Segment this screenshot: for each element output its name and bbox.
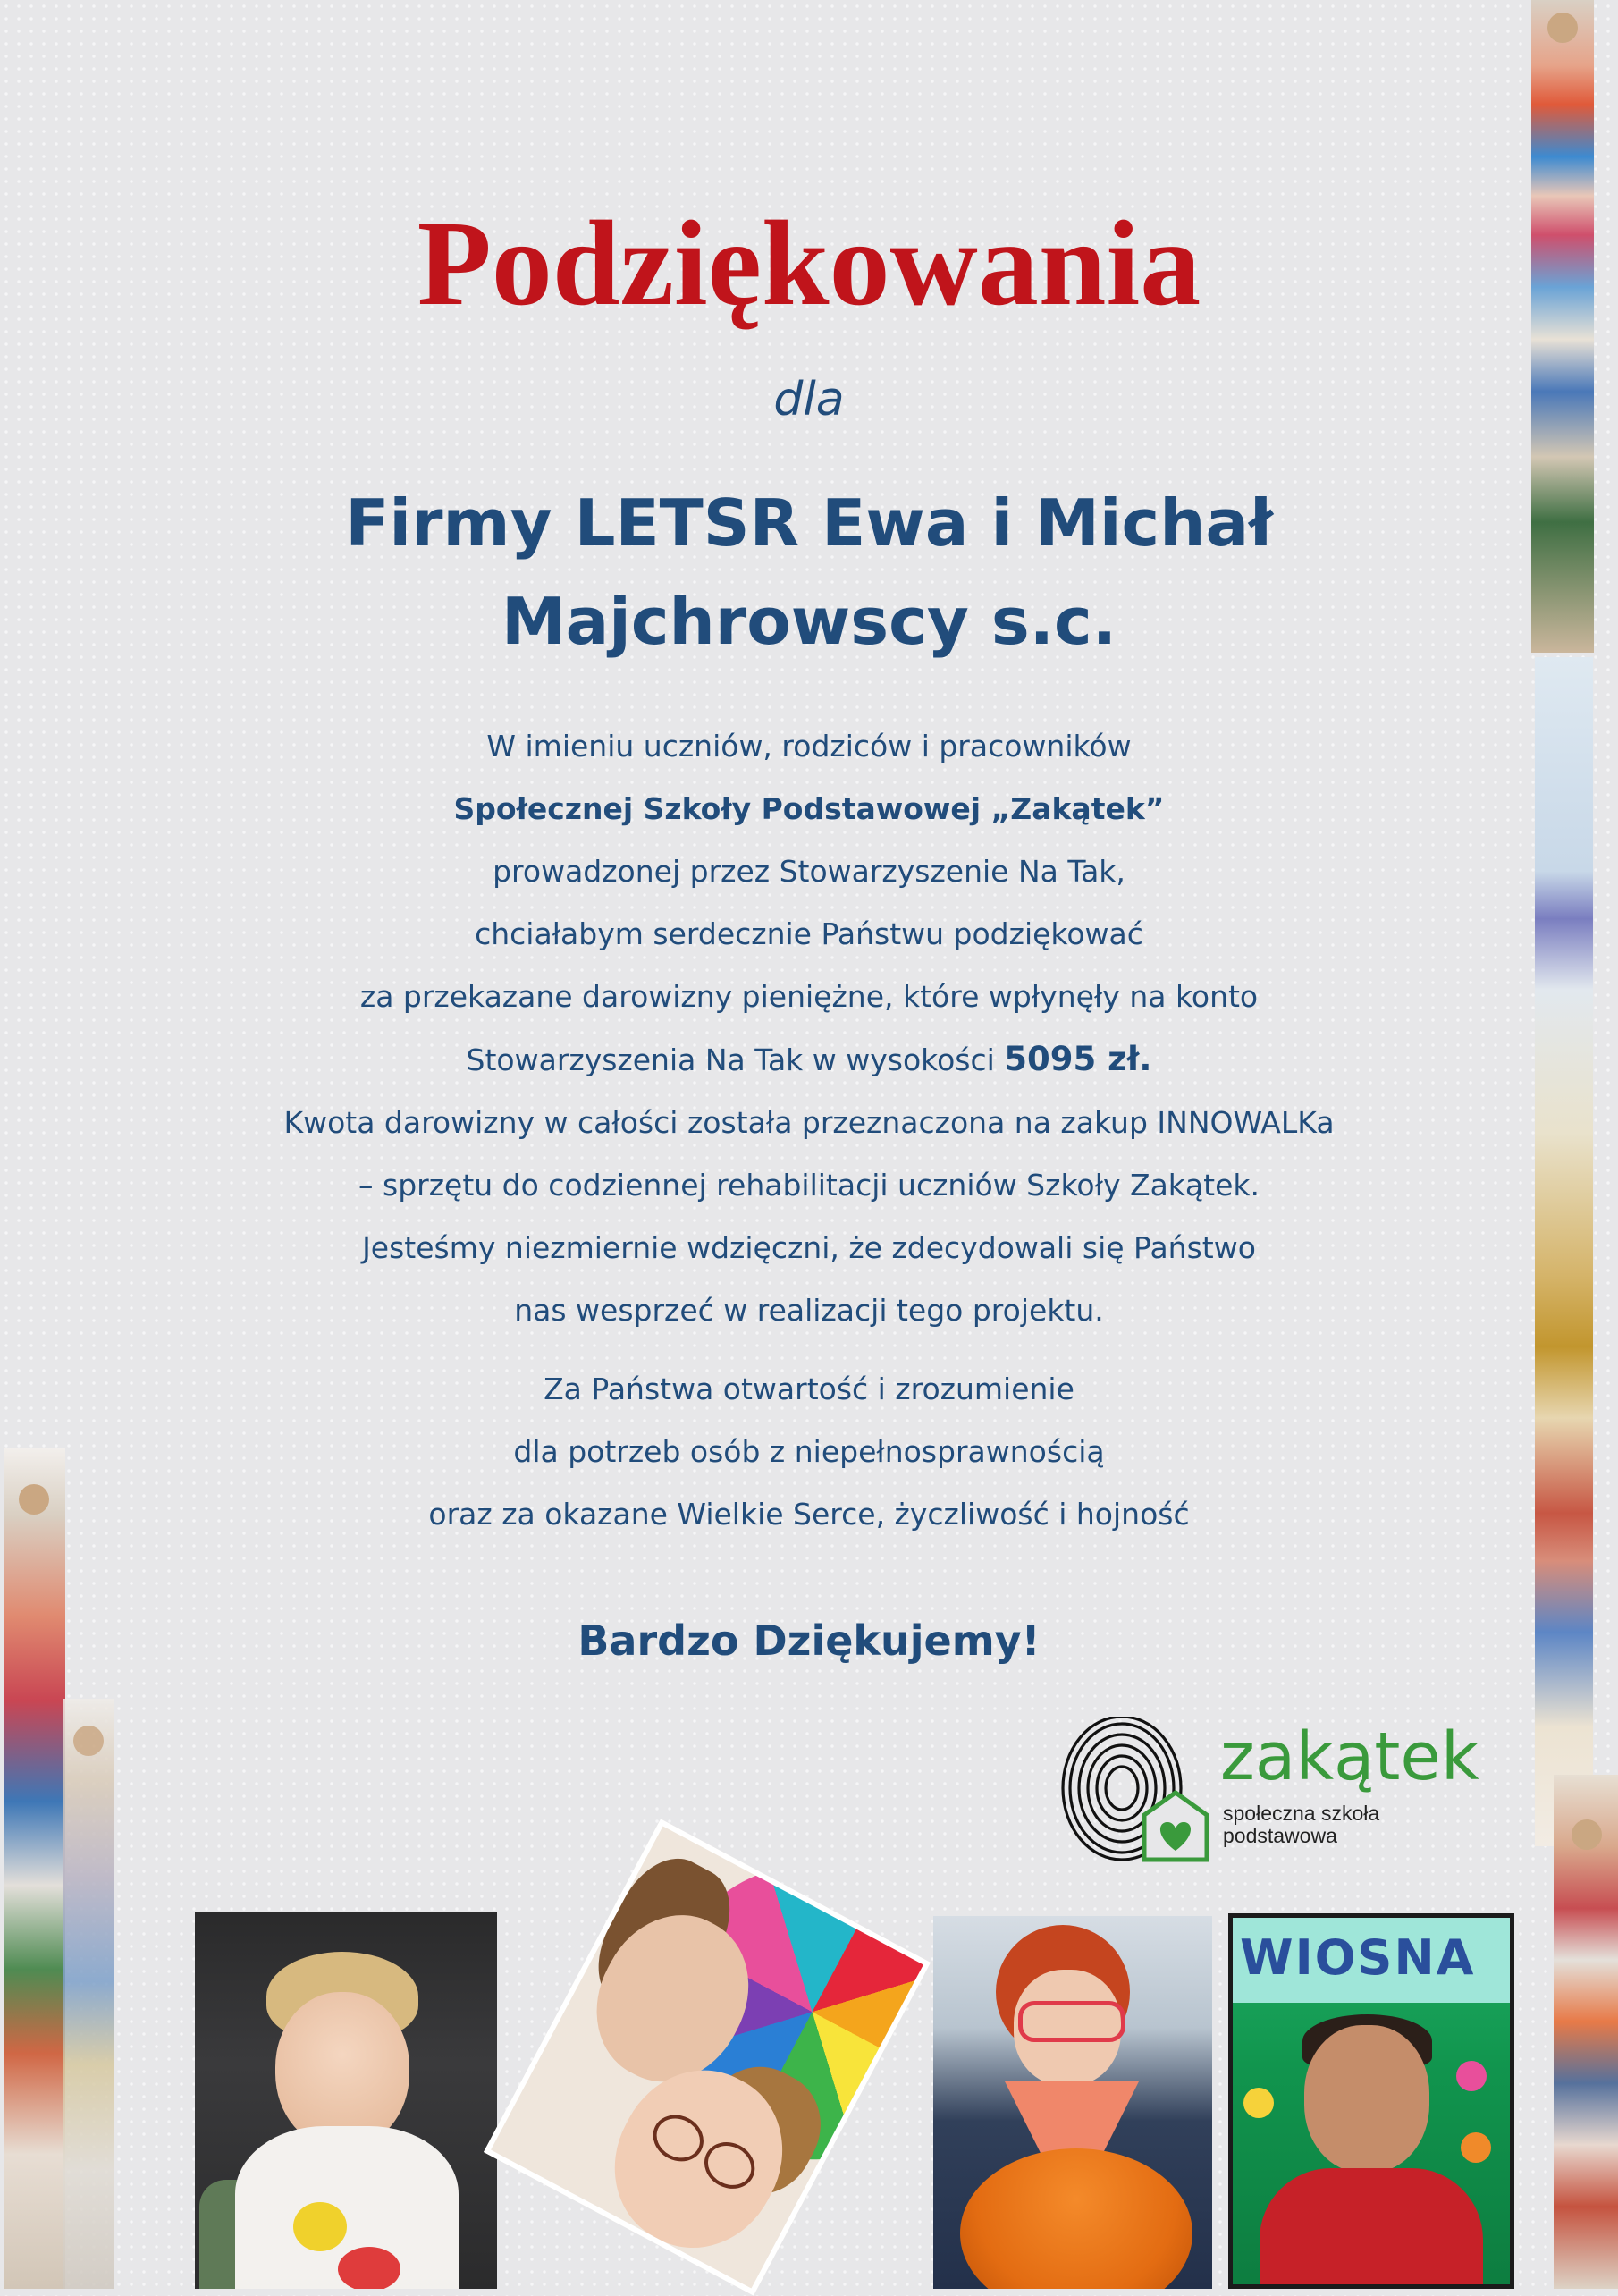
flower-icon bbox=[1456, 2061, 1487, 2091]
decorative-strip-left bbox=[4, 1448, 65, 2289]
closing-line: oraz za okazane Wielkie Serce, życzliwość i hojność bbox=[428, 1497, 1190, 1532]
wooden-figure-icon bbox=[19, 1484, 49, 1515]
photo-detail bbox=[293, 2202, 347, 2251]
pumpkin-icon bbox=[960, 2148, 1192, 2289]
logo-wordmark: zakątek bbox=[1220, 1718, 1479, 1795]
body-line-amount bbox=[206, 1028, 1412, 1092]
donation-amount: 5095 zł. bbox=[1004, 1040, 1152, 1078]
body-line: W imieniu uczniów, rodziców i pracowników bbox=[486, 729, 1132, 764]
thanks-heading: Bardzo Dziękujemy! bbox=[577, 1616, 1041, 1665]
photo-spring-board bbox=[1228, 1913, 1514, 2289]
photo-girl-painting bbox=[195, 1912, 497, 2289]
body-line: Kwota darowizny w całości została przeznaczona na zakup INNOWALKa bbox=[283, 1105, 1335, 1140]
company-name-line-1: Firmy LETSR Ewa i Michał bbox=[345, 485, 1273, 561]
photo-detail bbox=[1018, 2001, 1125, 2042]
photo-detail bbox=[275, 1992, 409, 2148]
page-title: Podziękowania bbox=[417, 197, 1201, 331]
logo-subtitle bbox=[1223, 1802, 1379, 1847]
decorative-strip-bottom-right bbox=[1554, 1775, 1618, 2289]
body-line: Jesteśmy niezmiernie wdzięczni, że zdecydowali się Państwo bbox=[362, 1230, 1256, 1265]
body-line: nas wesprzeć w realizacji tego projektu. bbox=[514, 1293, 1104, 1328]
logo-subtitle-line-1: społeczna szkoła bbox=[1223, 1802, 1380, 1825]
flower-icon bbox=[1243, 2088, 1274, 2118]
paragraph-gap bbox=[206, 1342, 1412, 1358]
fingerprint-house-heart-icon bbox=[1059, 1717, 1211, 1869]
spring-banner bbox=[1233, 1918, 1510, 2003]
body-line-school-name: Społecznej Szkoły Podstawowej „Zakątek” bbox=[453, 791, 1165, 826]
photo-detail bbox=[1260, 2168, 1483, 2289]
wooden-figure-icon bbox=[73, 1726, 104, 1756]
closing-line: Za Państwa otwartość i zrozumienie bbox=[544, 1372, 1074, 1406]
letter-body bbox=[206, 715, 1412, 1546]
wooden-figure-icon bbox=[1547, 13, 1578, 43]
amount-prefix: Stowarzyszenia Na Tak w wysokości bbox=[466, 1042, 1005, 1077]
closing-line: dla potrzeb osób z niepełnosprawnością bbox=[513, 1434, 1105, 1469]
flower-icon bbox=[1461, 2132, 1491, 2163]
banner-text: WIOSNA bbox=[1240, 1929, 1476, 1986]
photo-pumpkin-carving bbox=[933, 1916, 1212, 2289]
body-line: prowadzonej przez Stowarzyszenie Na Tak, bbox=[493, 854, 1125, 889]
body-line: chciałabym serdecznie Państwu podziękować bbox=[475, 916, 1143, 951]
company-name-line-2: Majchrowscy s.c. bbox=[501, 584, 1117, 659]
body-line: za przekazane darowizny pieniężne, które wpłynęły na konto bbox=[359, 979, 1259, 1014]
body-line: – sprzętu do codziennej rehabilitacji uczniów Szkoły Zakątek. bbox=[358, 1168, 1260, 1203]
school-logo bbox=[1059, 1717, 1488, 1869]
photo-umbrella-selfie bbox=[484, 1819, 931, 2295]
decorative-strip-left-inner bbox=[63, 1699, 114, 2289]
photo-detail bbox=[338, 2247, 400, 2289]
logo-subtitle-line-2: podstawowa bbox=[1223, 1824, 1337, 1847]
photo-detail bbox=[1304, 2025, 1429, 2173]
for-word: dla bbox=[773, 373, 845, 426]
wooden-figure-icon bbox=[1572, 1819, 1602, 1850]
company-name bbox=[179, 474, 1439, 671]
